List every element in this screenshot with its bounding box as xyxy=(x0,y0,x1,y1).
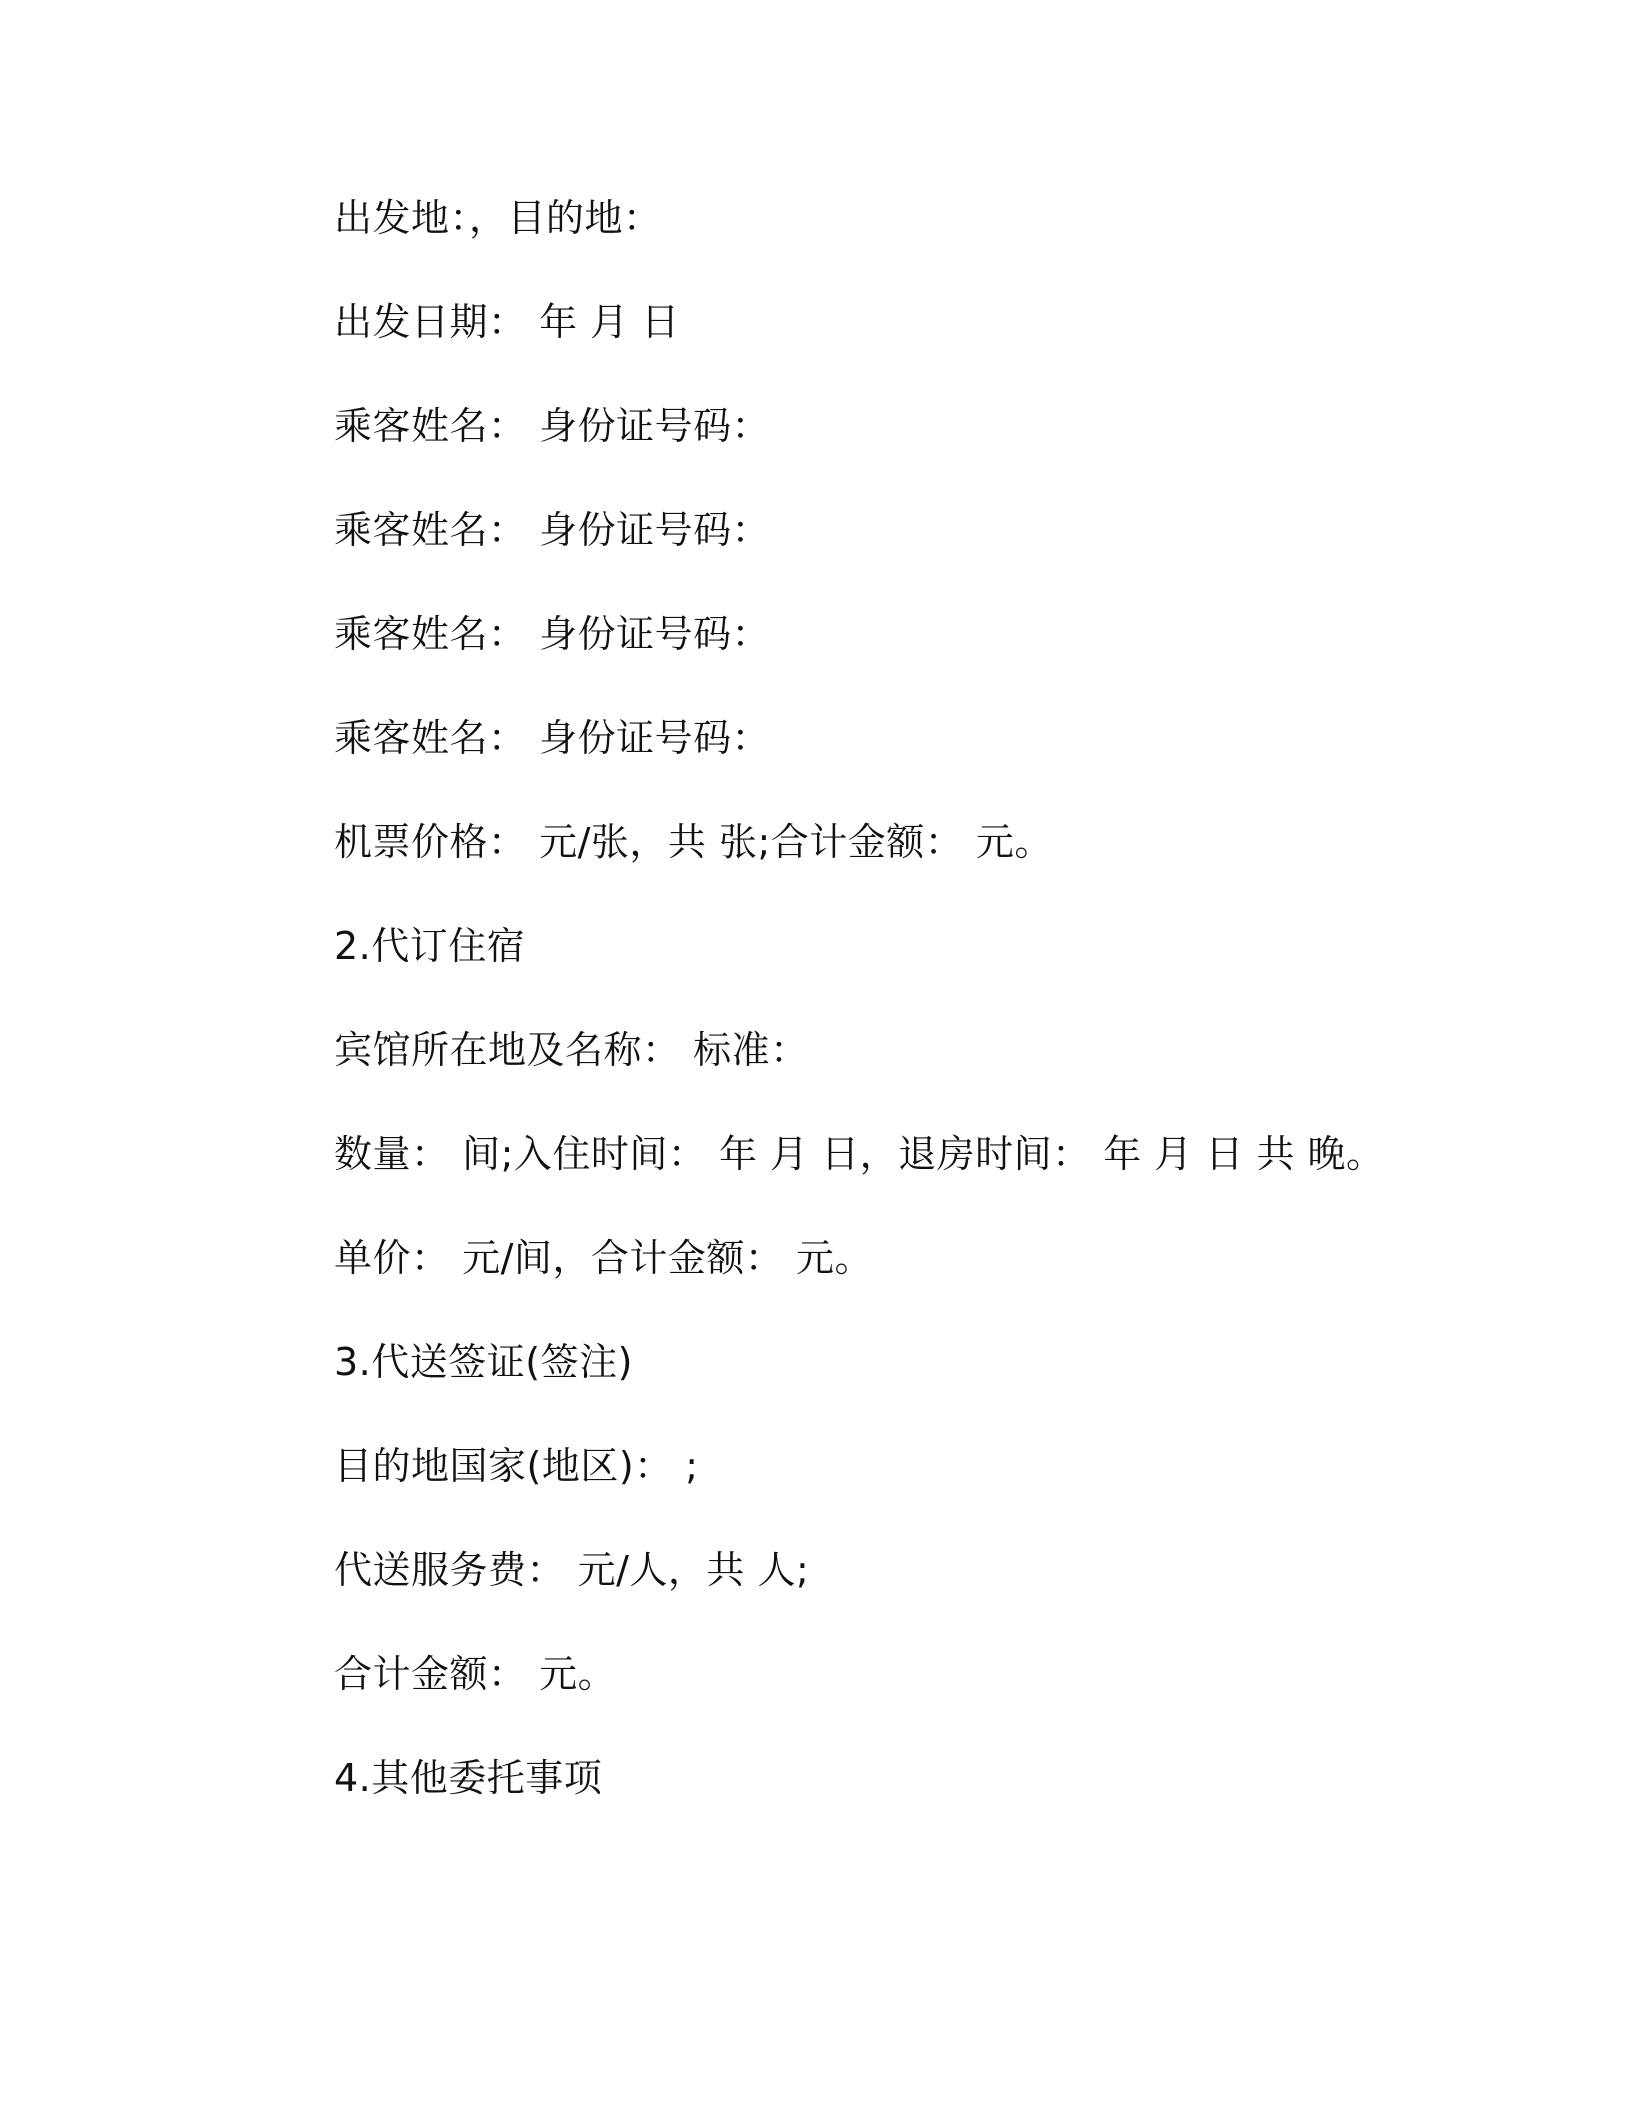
passenger-line: 乘客姓名： 身份证号码： xyxy=(334,716,771,760)
visa-destination-line: 目的地国家(地区)： ; xyxy=(334,1444,699,1488)
section-heading-visa: 3.代送签证(签注) xyxy=(334,1340,633,1384)
passenger-line: 乘客姓名： 身份证号码： xyxy=(334,508,771,552)
section-heading-accommodation: 2.代订住宿 xyxy=(334,924,526,968)
passenger-line: 乘客姓名： 身份证号码： xyxy=(334,404,771,448)
departure-destination-line: 出发地：，目的地： xyxy=(334,196,662,240)
room-price-line: 单价： 元/间，合计金额： 元。 xyxy=(334,1236,873,1280)
document-body xyxy=(334,192,1534,1856)
hotel-location-line: 宾馆所在地及名称： 标准： xyxy=(334,1028,809,1072)
visa-total-line: 合计金额： 元。 xyxy=(334,1652,617,1696)
departure-date-line: 出发日期： 年 月 日 xyxy=(334,300,680,344)
ticket-price-line: 机票价格： 元/张，共 张;合计金额： 元。 xyxy=(334,820,1053,864)
visa-service-fee-line: 代送服务费： 元/人，共 人; xyxy=(334,1548,810,1592)
stay-dates-line: 数量： 间;入住时间： 年 月 日，退房时间： 年 月 日 共 晚。 xyxy=(334,1132,1385,1176)
passenger-line: 乘客姓名： 身份证号码： xyxy=(334,612,771,656)
section-heading-other: 4.其他委托事项 xyxy=(334,1756,603,1800)
